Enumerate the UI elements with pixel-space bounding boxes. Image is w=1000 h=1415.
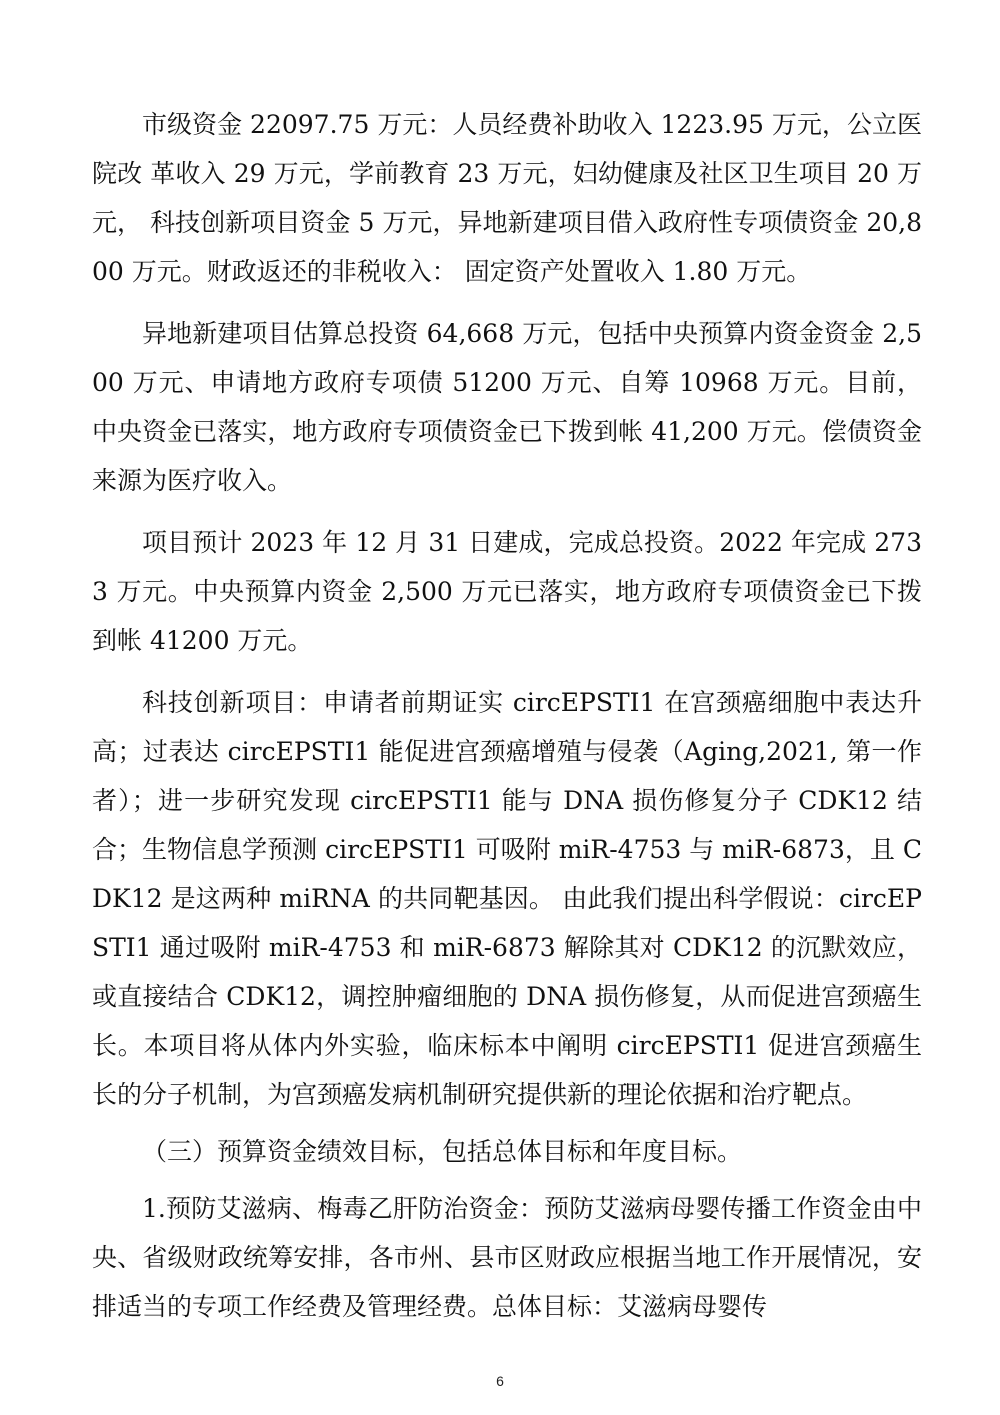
section-heading-performance-goals: （三）预算资金绩效目标，包括总体目标和年度目标。 bbox=[142, 1137, 743, 1166]
document-body bbox=[92, 100, 922, 1331]
paragraph-municipal-funds: 市级资金 22097.75 万元：人员经费补助收入 1223.95 万元，公立医院改 革收入 29 万元，学前教育 23 万元，妇幼健康及社区卫生项目 20 万元， 科技创新项目资金 5 万元，异地新建项目借入政府性专项债资金 20,800 万元。财政返还的非税收入： 固定资产处置收入 1.80 万元。 bbox=[92, 110, 922, 286]
paragraph-relocation-investment: 异地新建项目估算总投资 64,668 万元，包括中央预算内资金资金 2,500 万元、申请地方政府专项债 51200 万元、自筹 10968 万元。目前，中央资金已落实，地方政府专项债资金已下拨到帐 41,200 万元。偿债资金来源为医疗收入。 bbox=[92, 319, 922, 495]
page-number: 6 bbox=[496, 1373, 504, 1389]
paragraph-research-project: 科技创新项目：申请者前期证实 circEPSTI1 在宫颈癌细胞中表达升高；过表达 circEPSTI1 能促进宫颈癌增殖与侵袭（Aging,2021, 第一作者）；进一步研究发现 circEPSTI1 能与 DNA 损伤修复分子 CDK12 结合；生物信息学预测 circEPSTI1 可吸附 miR-4753 与 miR-6873，且 CDK12 是这两种 miRNA 的共同靶基因。 由此我们提出科学假说：circEPSTI1 通过吸附 miR-4753 和 miR-6873 解除其对 CDK12 的沉默效应，或直接结合 CDK12，调控肿瘤细胞的 DNA 损伤修复，从而促进宫颈癌生长。本项目将从体内外实验，临床标本中阐明 circEPSTI1 促进宫颈癌生长的分子机制，为宫颈癌发病机制研究提供新的理论依据和治疗靶点。 bbox=[92, 688, 922, 1109]
paragraph-aids-prevention-funds: 1.预防艾滋病、梅毒乙肝防治资金：预防艾滋病母婴传播工作资金由中央、省级财政统筹安排，各市州、县市区财政应根据当地工作开展情况，安排适当的专项工作经费及管理经费。总体目标：艾滋病母婴传 bbox=[92, 1194, 922, 1321]
paragraph-project-schedule: 项目预计 2023 年 12 月 31 日建成，完成总投资。2022 年完成 2733 万元。中央预算内资金 2,500 万元已落实，地方政府专项债资金已下拨到帐 41200 万元。 bbox=[92, 528, 922, 655]
